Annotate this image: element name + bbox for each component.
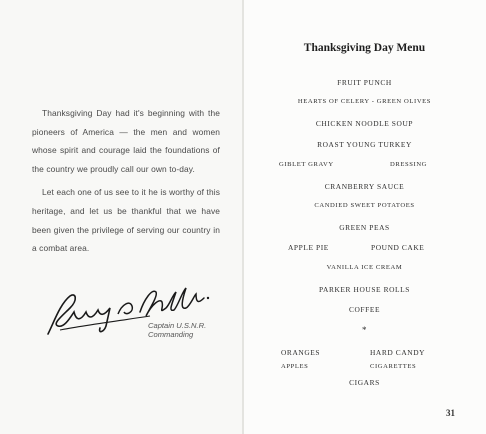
thanksgiving-message: [32, 104, 220, 258]
menu-item-apples: APPLES: [281, 363, 309, 370]
menu-item-pound-cake: POUND CAKE: [371, 243, 425, 252]
menu-item-coffee: COFFEE: [348, 305, 381, 314]
message-paragraph-1: Thanksgiving Day had it's beginning with the pioneers of America — the men and women whose spirit and courage laid the foundations of the country we proudly call our own to-day.: [32, 108, 220, 174]
menu-item-cigars: CIGARS: [349, 378, 380, 387]
menu-item-apple-pie: APPLE PIE: [288, 243, 329, 252]
menu-item-rolls: PARKER HOUSE ROLLS: [318, 285, 411, 294]
menu-item-peas: GREEN PEAS: [339, 223, 390, 232]
menu-item-turkey: ROAST YOUNG TURKEY: [317, 140, 412, 149]
menu-item-cranberry: CRANBERRY SAUCE: [324, 182, 405, 191]
menu-item-soup: CHICKEN NOODLE SOUP: [315, 119, 414, 128]
menu-title: Thanksgiving Day Menu: [303, 42, 426, 54]
menu-item-giblet-gravy: GIBLET GRAVY: [279, 161, 334, 168]
menu-item-fruit-punch: FRUIT PUNCH: [337, 78, 392, 87]
menu-item-potatoes: CANDIED SWEET POTATOES: [314, 202, 415, 209]
signer-title: Captain U.S.N.R.: [148, 321, 207, 330]
menu-item-ice-cream: VANILLA ICE CREAM: [326, 264, 403, 271]
menu-separator-star: *: [361, 325, 368, 335]
menu-item-oranges: ORANGES: [281, 348, 321, 357]
menu-item-hearts: HEARTS OF CELERY - GREEN OLIVES: [297, 98, 432, 105]
page-number: 31: [446, 408, 455, 418]
signer-role: Commanding: [148, 330, 194, 339]
right-page: [243, 0, 486, 434]
menu-item-dressing: DRESSING: [390, 161, 428, 168]
signer-block: [148, 321, 228, 339]
menu-item-cigarettes: CIGARETTES: [370, 363, 417, 370]
page-fold-divider: [242, 0, 244, 434]
message-paragraph-2: Let each one of us see to it he is worthy of this heritage, and let us be thankful that we have been given the privilege of serving our country in a combat area.: [32, 187, 220, 254]
menu-item-hard-candy: HARD CANDY: [370, 348, 426, 357]
